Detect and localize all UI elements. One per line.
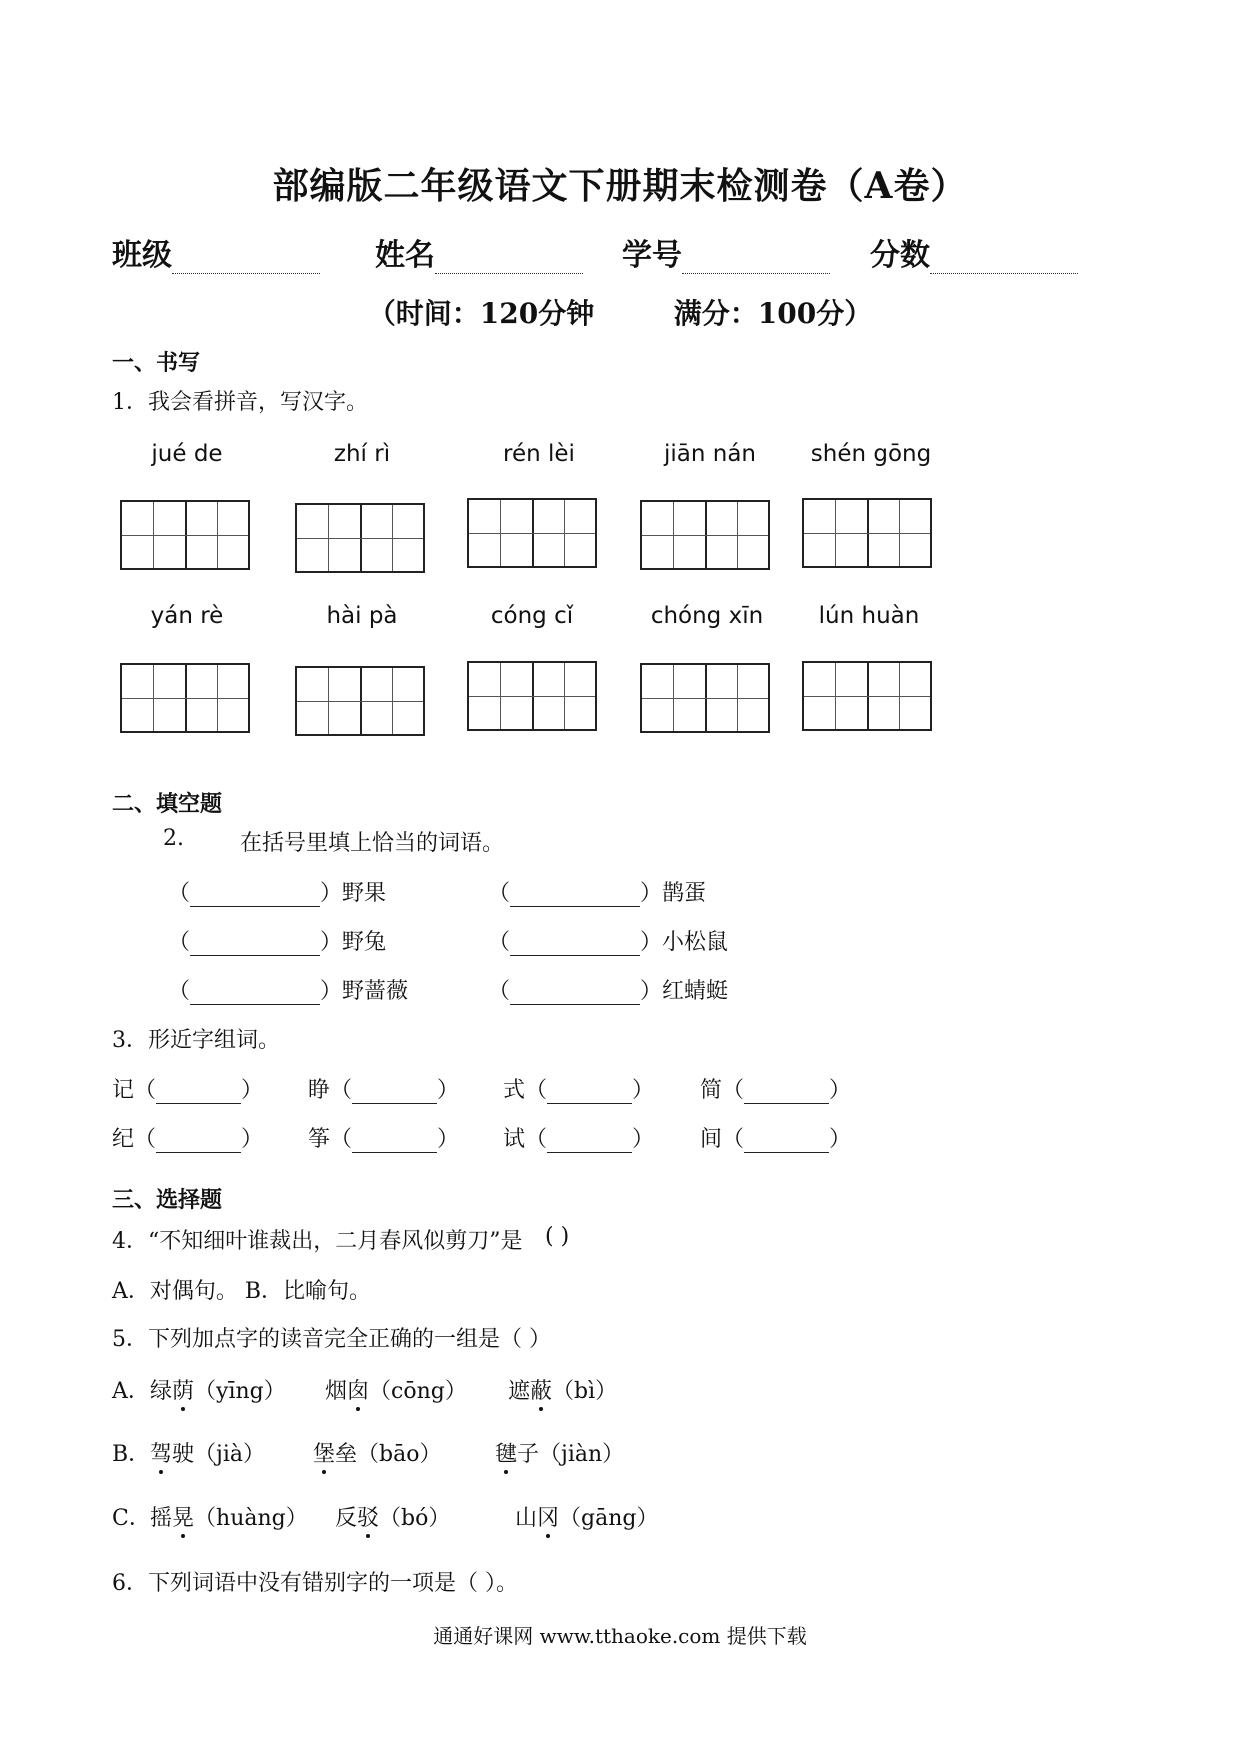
word-blank[interactable] <box>156 1130 241 1153</box>
writing-grid[interactable] <box>802 661 932 731</box>
option-c-item: 反驳（bó） <box>335 1501 450 1532</box>
time-text: （时间：120分钟 <box>367 297 595 330</box>
dotted-char: 蔽 <box>530 1374 552 1405</box>
question-2: 在括号里填上恰当的词语。 <box>240 831 505 856</box>
pinyin-label: yán rè <box>150 603 224 629</box>
dotted-char: 荫 <box>172 1374 194 1405</box>
pinyin-label: lún huàn <box>818 603 920 629</box>
fill-item: （ ）鹊蛋 <box>488 881 707 906</box>
word-char: 式 <box>503 1078 526 1103</box>
word-blank[interactable] <box>352 1081 437 1104</box>
fill-blank[interactable] <box>510 884 640 907</box>
question-1: 1．我会看拼音，写汉字。 <box>112 390 368 415</box>
pinyin-label: zhí rì <box>333 441 391 467</box>
option-c-item: 山冈（gāng） <box>515 1501 658 1532</box>
fill-item-label: 野果 <box>342 881 387 906</box>
class-label: 班级 <box>112 238 172 273</box>
pinyin-label: jué de <box>151 441 223 467</box>
writing-grid[interactable] <box>295 666 425 736</box>
id-label: 学号 <box>622 238 682 273</box>
question-3: 3．形近字组词。 <box>112 1028 280 1053</box>
page-title: 部编版二年级语文下册期末检测卷（A卷） <box>272 165 968 207</box>
word-char: 间 <box>700 1127 723 1152</box>
name-blank[interactable] <box>435 247 583 274</box>
word-item: 间（ ） <box>700 1127 852 1152</box>
pinyin-label: jiān nán <box>663 441 756 467</box>
score-field <box>870 230 1078 274</box>
word-char: 简 <box>700 1078 723 1103</box>
time-line <box>0 292 1240 332</box>
word-char: 筝 <box>308 1127 331 1152</box>
id-blank[interactable] <box>682 247 830 274</box>
word-char: 纪 <box>112 1127 135 1152</box>
name-label: 姓名 <box>375 238 435 273</box>
word-item: 试（ ） <box>503 1127 655 1152</box>
pinyin-label: chóng xīn <box>650 603 764 629</box>
option-a-item: 烟囱（cōng） <box>325 1374 467 1405</box>
section-1-heading: 一、书写 <box>112 350 201 376</box>
question-4-options: A．对偶句。 B．比喻句。 <box>112 1279 372 1304</box>
section-3-heading: 三、选择题 <box>112 1187 223 1213</box>
option-b-label: B． <box>112 1442 151 1467</box>
word-blank[interactable] <box>156 1081 241 1104</box>
writing-grid[interactable] <box>120 663 250 733</box>
word-blank[interactable] <box>547 1130 632 1153</box>
pinyin-label: cóng cǐ <box>490 603 574 629</box>
option-c-item: 摇晃（huàng） <box>150 1501 308 1532</box>
score-label: 分数 <box>870 238 930 273</box>
fill-blank[interactable] <box>190 982 320 1005</box>
fill-item-label: 野兔 <box>342 930 387 955</box>
fill-blank[interactable] <box>510 933 640 956</box>
word-item: 简（ ） <box>700 1078 852 1103</box>
dotted-char: 堡 <box>313 1437 335 1468</box>
word-char: 睁 <box>308 1078 331 1103</box>
fill-item: （ ）红蜻蜓 <box>488 979 729 1004</box>
writing-grid[interactable] <box>640 663 770 733</box>
writing-grid[interactable] <box>120 500 250 570</box>
dotted-char: 囱 <box>347 1374 369 1405</box>
fill-blank[interactable] <box>190 884 320 907</box>
dotted-char: 驾 <box>150 1437 172 1468</box>
option-b-item: 堡垒（bāo） <box>313 1437 441 1468</box>
word-blank[interactable] <box>547 1081 632 1104</box>
word-blank[interactable] <box>744 1081 829 1104</box>
pinyin-label: rén lèi <box>503 441 575 467</box>
full-score-text: 满分：100分） <box>673 297 873 330</box>
fill-item-label: 鹊蛋 <box>662 881 707 906</box>
writing-grid[interactable] <box>802 498 932 568</box>
page-footer: 通通好课网 www.tthaoke.com 提供下载 <box>433 1624 807 1648</box>
fill-item: （ ）野果 <box>168 881 387 906</box>
option-a-item: 遮蔽（bì） <box>508 1374 617 1405</box>
id-field <box>622 230 830 274</box>
dotted-char: 晃 <box>172 1501 194 1532</box>
writing-grid[interactable] <box>467 661 597 731</box>
class-field <box>112 230 320 274</box>
question-2-number: 2. <box>163 826 184 851</box>
option-a-label: A． <box>112 1379 150 1404</box>
word-char: 试 <box>503 1127 526 1152</box>
word-blank[interactable] <box>352 1130 437 1153</box>
question-5: 5．下列加点字的读音完全正确的一组是（ ） <box>112 1327 551 1352</box>
word-item: 记（ ） <box>112 1078 264 1103</box>
dotted-char: 毽 <box>495 1437 517 1468</box>
fill-item: （ ）野兔 <box>168 930 387 955</box>
pinyin-label: hài pà <box>326 603 398 629</box>
writing-grid[interactable] <box>467 498 597 568</box>
fill-blank[interactable] <box>510 982 640 1005</box>
word-item: 睁（ ） <box>308 1078 460 1103</box>
section-2-heading: 二、填空题 <box>112 791 223 817</box>
fill-item: （ ）野蔷薇 <box>168 979 409 1004</box>
word-item: 式（ ） <box>503 1078 655 1103</box>
writing-grid[interactable] <box>295 503 425 573</box>
writing-grid[interactable] <box>640 500 770 570</box>
fill-item-label: 红蜻蜓 <box>662 979 729 1004</box>
fill-item-label: 野蔷薇 <box>342 979 409 1004</box>
dotted-char: 冈 <box>537 1501 559 1532</box>
dotted-char: 驳 <box>357 1501 379 1532</box>
fill-blank[interactable] <box>190 933 320 956</box>
fill-item: （ ）小松鼠 <box>488 930 729 955</box>
pinyin-label: shén gōng <box>810 441 932 467</box>
score-blank[interactable] <box>930 247 1078 274</box>
word-item: 筝（ ） <box>308 1127 460 1152</box>
question-6: 6．下列词语中没有错别字的一项是（ ）。 <box>112 1571 518 1596</box>
word-item: 纪（ ） <box>112 1127 264 1152</box>
option-a-item: 绿荫（yīng） <box>150 1374 286 1405</box>
question-4: 4．“不知细叶谁裁出，二月春风似剪刀”是 <box>112 1229 523 1254</box>
name-field <box>375 230 583 274</box>
option-b-item: 毽子（jiàn） <box>495 1437 624 1468</box>
word-char: 记 <box>112 1078 135 1103</box>
class-blank[interactable] <box>172 247 320 274</box>
option-c-label: C． <box>112 1506 151 1531</box>
fill-item-label: 小松鼠 <box>662 930 729 955</box>
question-4-answer[interactable]: ( ) <box>545 1224 570 1249</box>
word-blank[interactable] <box>744 1130 829 1153</box>
option-b-item: 驾驶（jià） <box>150 1437 265 1468</box>
